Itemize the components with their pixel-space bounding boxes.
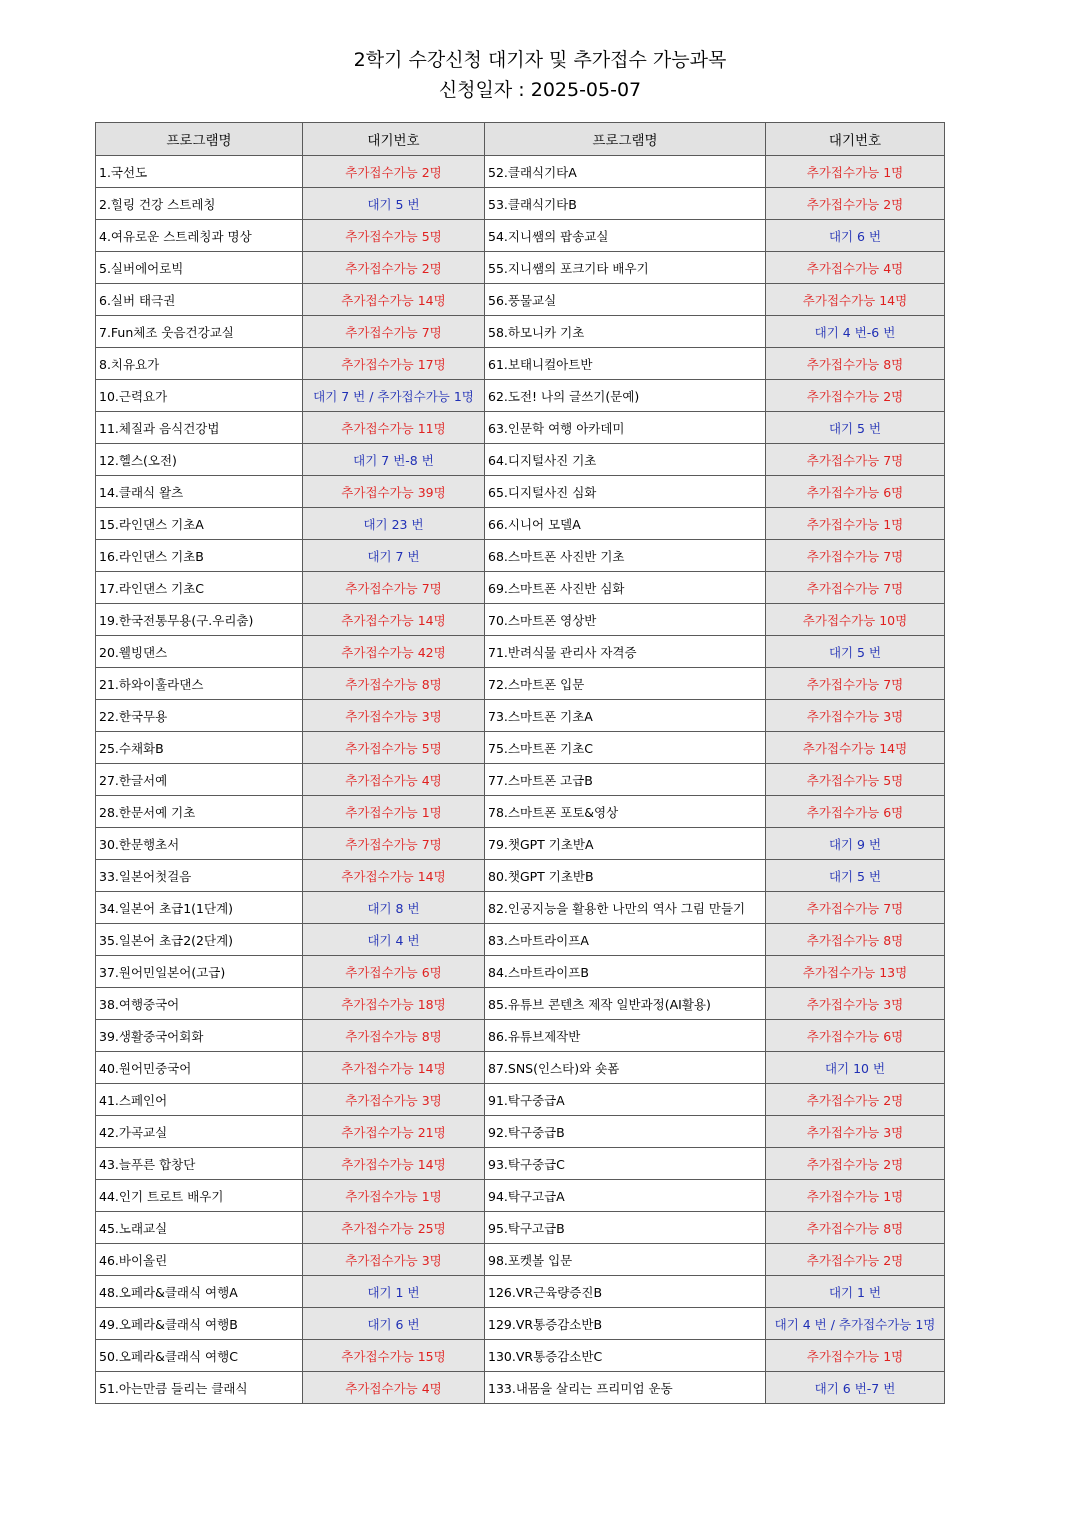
program-name-left: 11.체질과 음식건강법 <box>96 412 303 444</box>
status-left: 추가접수가능 17명 <box>303 348 485 380</box>
status-left: 추가접수가능 6명 <box>303 956 485 988</box>
program-name-right: 52.클래식기타A <box>485 156 766 188</box>
status-right: 추가접수가능 7명 <box>766 444 945 476</box>
status-right: 추가접수가능 2명 <box>766 188 945 220</box>
program-name-left: 33.일본어첫걸음 <box>96 860 303 892</box>
status-right: 추가접수가능 2명 <box>766 1148 945 1180</box>
status-right: 추가접수가능 4명 <box>766 252 945 284</box>
table-row <box>96 188 945 220</box>
program-name-right: 54.지니쌤의 팝송교실 <box>485 220 766 252</box>
program-name-left: 1.국선도 <box>96 156 303 188</box>
program-name-right: 63.인문학 여행 아카데미 <box>485 412 766 444</box>
status-left: 대기 23 번 <box>303 508 485 540</box>
program-name-left: 19.한국전통무용(구.우리춤) <box>96 604 303 636</box>
table-row <box>96 1020 945 1052</box>
program-name-left: 14.클래식 왈츠 <box>96 476 303 508</box>
program-name-right: 65.디지털사진 심화 <box>485 476 766 508</box>
program-name-left: 27.한글서예 <box>96 764 303 796</box>
table-row <box>96 412 945 444</box>
course-table <box>95 122 945 1404</box>
status-left: 추가접수가능 8명 <box>303 668 485 700</box>
program-name-right: 62.도전! 나의 글쓰기(문예) <box>485 380 766 412</box>
program-name-right: 68.스마트폰 사진반 기초 <box>485 540 766 572</box>
program-name-right: 61.보태니컬아트반 <box>485 348 766 380</box>
program-name-right: 78.스마트폰 포토&영상 <box>485 796 766 828</box>
program-name-left: 30.한문행초서 <box>96 828 303 860</box>
program-name-right: 82.인공지능을 활용한 나만의 역사 그림 만들기 <box>485 892 766 924</box>
table-row <box>96 1276 945 1308</box>
program-name-left: 25.수채화B <box>96 732 303 764</box>
status-left: 추가접수가능 14명 <box>303 284 485 316</box>
program-name-right: 73.스마트폰 기초A <box>485 700 766 732</box>
table-row <box>96 380 945 412</box>
program-name-left: 34.일본어 초급1(1단계) <box>96 892 303 924</box>
status-right: 대기 5 번 <box>766 860 945 892</box>
program-name-right: 66.시니어 모델A <box>485 508 766 540</box>
table-row <box>96 1308 945 1340</box>
status-left: 추가접수가능 14명 <box>303 860 485 892</box>
status-right: 추가접수가능 6명 <box>766 796 945 828</box>
col-header-program-right: 프로그램명 <box>485 123 766 156</box>
program-name-right: 80.챗GPT 기초반B <box>485 860 766 892</box>
status-left: 추가접수가능 2명 <box>303 252 485 284</box>
program-name-right: 64.디지털사진 기초 <box>485 444 766 476</box>
status-left: 추가접수가능 14명 <box>303 1052 485 1084</box>
status-right: 대기 6 번 <box>766 220 945 252</box>
table-row <box>96 284 945 316</box>
status-left: 추가접수가능 14명 <box>303 1148 485 1180</box>
table-row <box>96 540 945 572</box>
application-date: 신청일자 : 2025-05-07 <box>438 79 642 101</box>
program-name-left: 41.스페인어 <box>96 1084 303 1116</box>
status-right: 추가접수가능 1명 <box>766 508 945 540</box>
status-left: 추가접수가능 3명 <box>303 700 485 732</box>
status-right: 추가접수가능 14명 <box>766 732 945 764</box>
status-right: 추가접수가능 1명 <box>766 156 945 188</box>
program-name-left: 43.늘푸른 합창단 <box>96 1148 303 1180</box>
status-right: 대기 9 번 <box>766 828 945 860</box>
status-left: 대기 8 번 <box>303 892 485 924</box>
status-right: 추가접수가능 1명 <box>766 1340 945 1372</box>
program-name-right: 55.지니쌤의 포크기타 배우기 <box>485 252 766 284</box>
status-left: 대기 4 번 <box>303 924 485 956</box>
program-name-left: 49.오페라&클래식 여행B <box>96 1308 303 1340</box>
status-left: 대기 5 번 <box>303 188 485 220</box>
program-name-right: 129.VR통증감소반B <box>485 1308 766 1340</box>
status-right: 추가접수가능 3명 <box>766 700 945 732</box>
status-left: 대기 1 번 <box>303 1276 485 1308</box>
program-name-left: 50.오페라&클래식 여행C <box>96 1340 303 1372</box>
status-right: 추가접수가능 14명 <box>766 284 945 316</box>
status-right: 추가접수가능 2명 <box>766 1084 945 1116</box>
program-name-right: 126.VR근육량증진B <box>485 1276 766 1308</box>
status-right: 추가접수가능 13명 <box>766 956 945 988</box>
program-name-right: 94.탁구고급A <box>485 1180 766 1212</box>
program-name-right: 133.내몸을 살리는 프리미엄 운동 <box>485 1372 766 1404</box>
status-right: 추가접수가능 3명 <box>766 988 945 1020</box>
status-right: 대기 6 번-7 번 <box>766 1372 945 1404</box>
program-name-right: 98.포켓볼 입문 <box>485 1244 766 1276</box>
program-name-left: 51.아는만큼 들리는 클래식 <box>96 1372 303 1404</box>
table-body <box>96 156 945 1404</box>
status-left: 대기 6 번 <box>303 1308 485 1340</box>
program-name-left: 17.라인댄스 기초C <box>96 572 303 604</box>
status-right: 추가접수가능 8명 <box>766 1212 945 1244</box>
status-left: 추가접수가능 7명 <box>303 316 485 348</box>
program-name-right: 83.스마트라이프A <box>485 924 766 956</box>
program-name-right: 85.유튜브 콘텐츠 제작 일반과정(AI활용) <box>485 988 766 1020</box>
table-row <box>96 1180 945 1212</box>
status-right: 추가접수가능 6명 <box>766 1020 945 1052</box>
status-left: 추가접수가능 18명 <box>303 988 485 1020</box>
program-name-right: 92.탁구중급B <box>485 1116 766 1148</box>
table-row <box>96 348 945 380</box>
program-name-left: 15.라인댄스 기초A <box>96 508 303 540</box>
program-name-left: 2.힐링 건강 스트레칭 <box>96 188 303 220</box>
status-right: 대기 10 번 <box>766 1052 945 1084</box>
status-left: 추가접수가능 15명 <box>303 1340 485 1372</box>
program-name-left: 39.생활중국어회화 <box>96 1020 303 1052</box>
status-right: 추가접수가능 2명 <box>766 1244 945 1276</box>
program-name-right: 95.탁구고급B <box>485 1212 766 1244</box>
program-name-right: 53.클래식기타B <box>485 188 766 220</box>
status-right: 대기 5 번 <box>766 636 945 668</box>
document-title: 2학기 수강신청 대기자 및 추가접수 가능과목 <box>353 49 727 71</box>
status-left: 추가접수가능 1명 <box>303 1180 485 1212</box>
status-right: 추가접수가능 5명 <box>766 764 945 796</box>
program-name-left: 40.원어민중국어 <box>96 1052 303 1084</box>
col-header-program-left: 프로그램명 <box>96 123 303 156</box>
table-row <box>96 1084 945 1116</box>
program-name-left: 20.웰빙댄스 <box>96 636 303 668</box>
program-name-left: 10.근력요가 <box>96 380 303 412</box>
table-row <box>96 1340 945 1372</box>
table-row <box>96 796 945 828</box>
status-left: 추가접수가능 3명 <box>303 1244 485 1276</box>
program-name-left: 7.Fun체조 웃음건강교실 <box>96 316 303 348</box>
program-name-right: 77.스마트폰 고급B <box>485 764 766 796</box>
table-row <box>96 860 945 892</box>
program-name-left: 45.노래교실 <box>96 1212 303 1244</box>
table-row <box>96 732 945 764</box>
table-row <box>96 924 945 956</box>
status-right: 대기 4 번 / 추가접수가능 1명 <box>766 1308 945 1340</box>
status-right: 추가접수가능 10명 <box>766 604 945 636</box>
table-row <box>96 604 945 636</box>
program-name-right: 91.탁구중급A <box>485 1084 766 1116</box>
table-row <box>96 1052 945 1084</box>
table-row <box>96 828 945 860</box>
program-name-left: 21.하와이훌라댄스 <box>96 668 303 700</box>
program-name-left: 38.여행중국어 <box>96 988 303 1020</box>
status-right: 추가접수가능 1명 <box>766 1180 945 1212</box>
program-name-right: 130.VR통증감소반C <box>485 1340 766 1372</box>
status-right: 추가접수가능 6명 <box>766 476 945 508</box>
status-left: 대기 7 번 / 추가접수가능 1명 <box>303 380 485 412</box>
status-left: 추가접수가능 4명 <box>303 1372 485 1404</box>
status-left: 추가접수가능 8명 <box>303 1020 485 1052</box>
status-right: 추가접수가능 7명 <box>766 892 945 924</box>
table-row <box>96 700 945 732</box>
program-name-right: 69.스마트폰 사진반 심화 <box>485 572 766 604</box>
program-name-left: 22.한국무용 <box>96 700 303 732</box>
status-left: 추가접수가능 7명 <box>303 828 485 860</box>
table-row <box>96 1372 945 1404</box>
table-row <box>96 892 945 924</box>
program-name-right: 56.풍물교실 <box>485 284 766 316</box>
status-right: 대기 5 번 <box>766 412 945 444</box>
program-name-right: 72.스마트폰 입문 <box>485 668 766 700</box>
status-left: 추가접수가능 5명 <box>303 732 485 764</box>
status-left: 추가접수가능 25명 <box>303 1212 485 1244</box>
table-row <box>96 636 945 668</box>
program-name-left: 5.실버에어로빅 <box>96 252 303 284</box>
status-right: 추가접수가능 7명 <box>766 540 945 572</box>
table-row <box>96 508 945 540</box>
table-row <box>96 1244 945 1276</box>
program-name-right: 71.반려식물 관리사 자격증 <box>485 636 766 668</box>
status-left: 추가접수가능 39명 <box>303 476 485 508</box>
program-name-right: 84.스마트라이프B <box>485 956 766 988</box>
program-name-left: 12.헬스(오전) <box>96 444 303 476</box>
table-row <box>96 1148 945 1180</box>
status-left: 추가접수가능 4명 <box>303 764 485 796</box>
program-name-left: 42.가곡교실 <box>96 1116 303 1148</box>
status-left: 추가접수가능 14명 <box>303 604 485 636</box>
table-row <box>96 316 945 348</box>
program-name-right: 75.스마트폰 기초C <box>485 732 766 764</box>
table-row <box>96 220 945 252</box>
col-header-status-left: 대기번호 <box>303 123 485 156</box>
status-right: 추가접수가능 8명 <box>766 924 945 956</box>
status-left: 추가접수가능 11명 <box>303 412 485 444</box>
status-left: 추가접수가능 42명 <box>303 636 485 668</box>
status-right: 대기 4 번-6 번 <box>766 316 945 348</box>
program-name-right: 93.탁구중급C <box>485 1148 766 1180</box>
status-right: 추가접수가능 3명 <box>766 1116 945 1148</box>
table-row <box>96 1116 945 1148</box>
table-row <box>96 156 945 188</box>
status-left: 추가접수가능 2명 <box>303 156 485 188</box>
program-name-right: 86.유튜브제작반 <box>485 1020 766 1052</box>
program-name-left: 4.여유로운 스트레칭과 명상 <box>96 220 303 252</box>
table-row <box>96 476 945 508</box>
table-row <box>96 764 945 796</box>
program-name-left: 46.바이올린 <box>96 1244 303 1276</box>
status-right: 추가접수가능 8명 <box>766 348 945 380</box>
program-name-left: 16.라인댄스 기초B <box>96 540 303 572</box>
program-name-left: 8.치유요가 <box>96 348 303 380</box>
program-name-left: 37.원어민일본어(고급) <box>96 956 303 988</box>
table-row <box>96 572 945 604</box>
status-right: 추가접수가능 2명 <box>766 380 945 412</box>
table-row <box>96 988 945 1020</box>
table-row <box>96 668 945 700</box>
status-right: 추가접수가능 7명 <box>766 572 945 604</box>
program-name-left: 44.인기 트로트 배우기 <box>96 1180 303 1212</box>
program-name-right: 87.SNS(인스타)와 숏폼 <box>485 1052 766 1084</box>
program-name-left: 6.실버 태극권 <box>96 284 303 316</box>
col-header-status-right: 대기번호 <box>766 123 945 156</box>
table-row <box>96 444 945 476</box>
program-name-right: 70.스마트폰 영상반 <box>485 604 766 636</box>
status-left: 추가접수가능 1명 <box>303 796 485 828</box>
status-right: 대기 1 번 <box>766 1276 945 1308</box>
program-name-left: 28.한문서예 기초 <box>96 796 303 828</box>
status-left: 대기 7 번-8 번 <box>303 444 485 476</box>
table-row <box>96 1212 945 1244</box>
status-left: 추가접수가능 3명 <box>303 1084 485 1116</box>
program-name-left: 35.일본어 초급2(2단계) <box>96 924 303 956</box>
status-left: 추가접수가능 21명 <box>303 1116 485 1148</box>
status-right: 추가접수가능 7명 <box>766 668 945 700</box>
header-row <box>96 123 945 156</box>
table-row <box>96 252 945 284</box>
program-name-right: 58.하모니카 기초 <box>485 316 766 348</box>
table-row <box>96 956 945 988</box>
status-left: 대기 7 번 <box>303 540 485 572</box>
program-name-left: 48.오페라&클래식 여행A <box>96 1276 303 1308</box>
program-name-right: 79.챗GPT 기초반A <box>485 828 766 860</box>
status-left: 추가접수가능 7명 <box>303 572 485 604</box>
status-left: 추가접수가능 5명 <box>303 220 485 252</box>
